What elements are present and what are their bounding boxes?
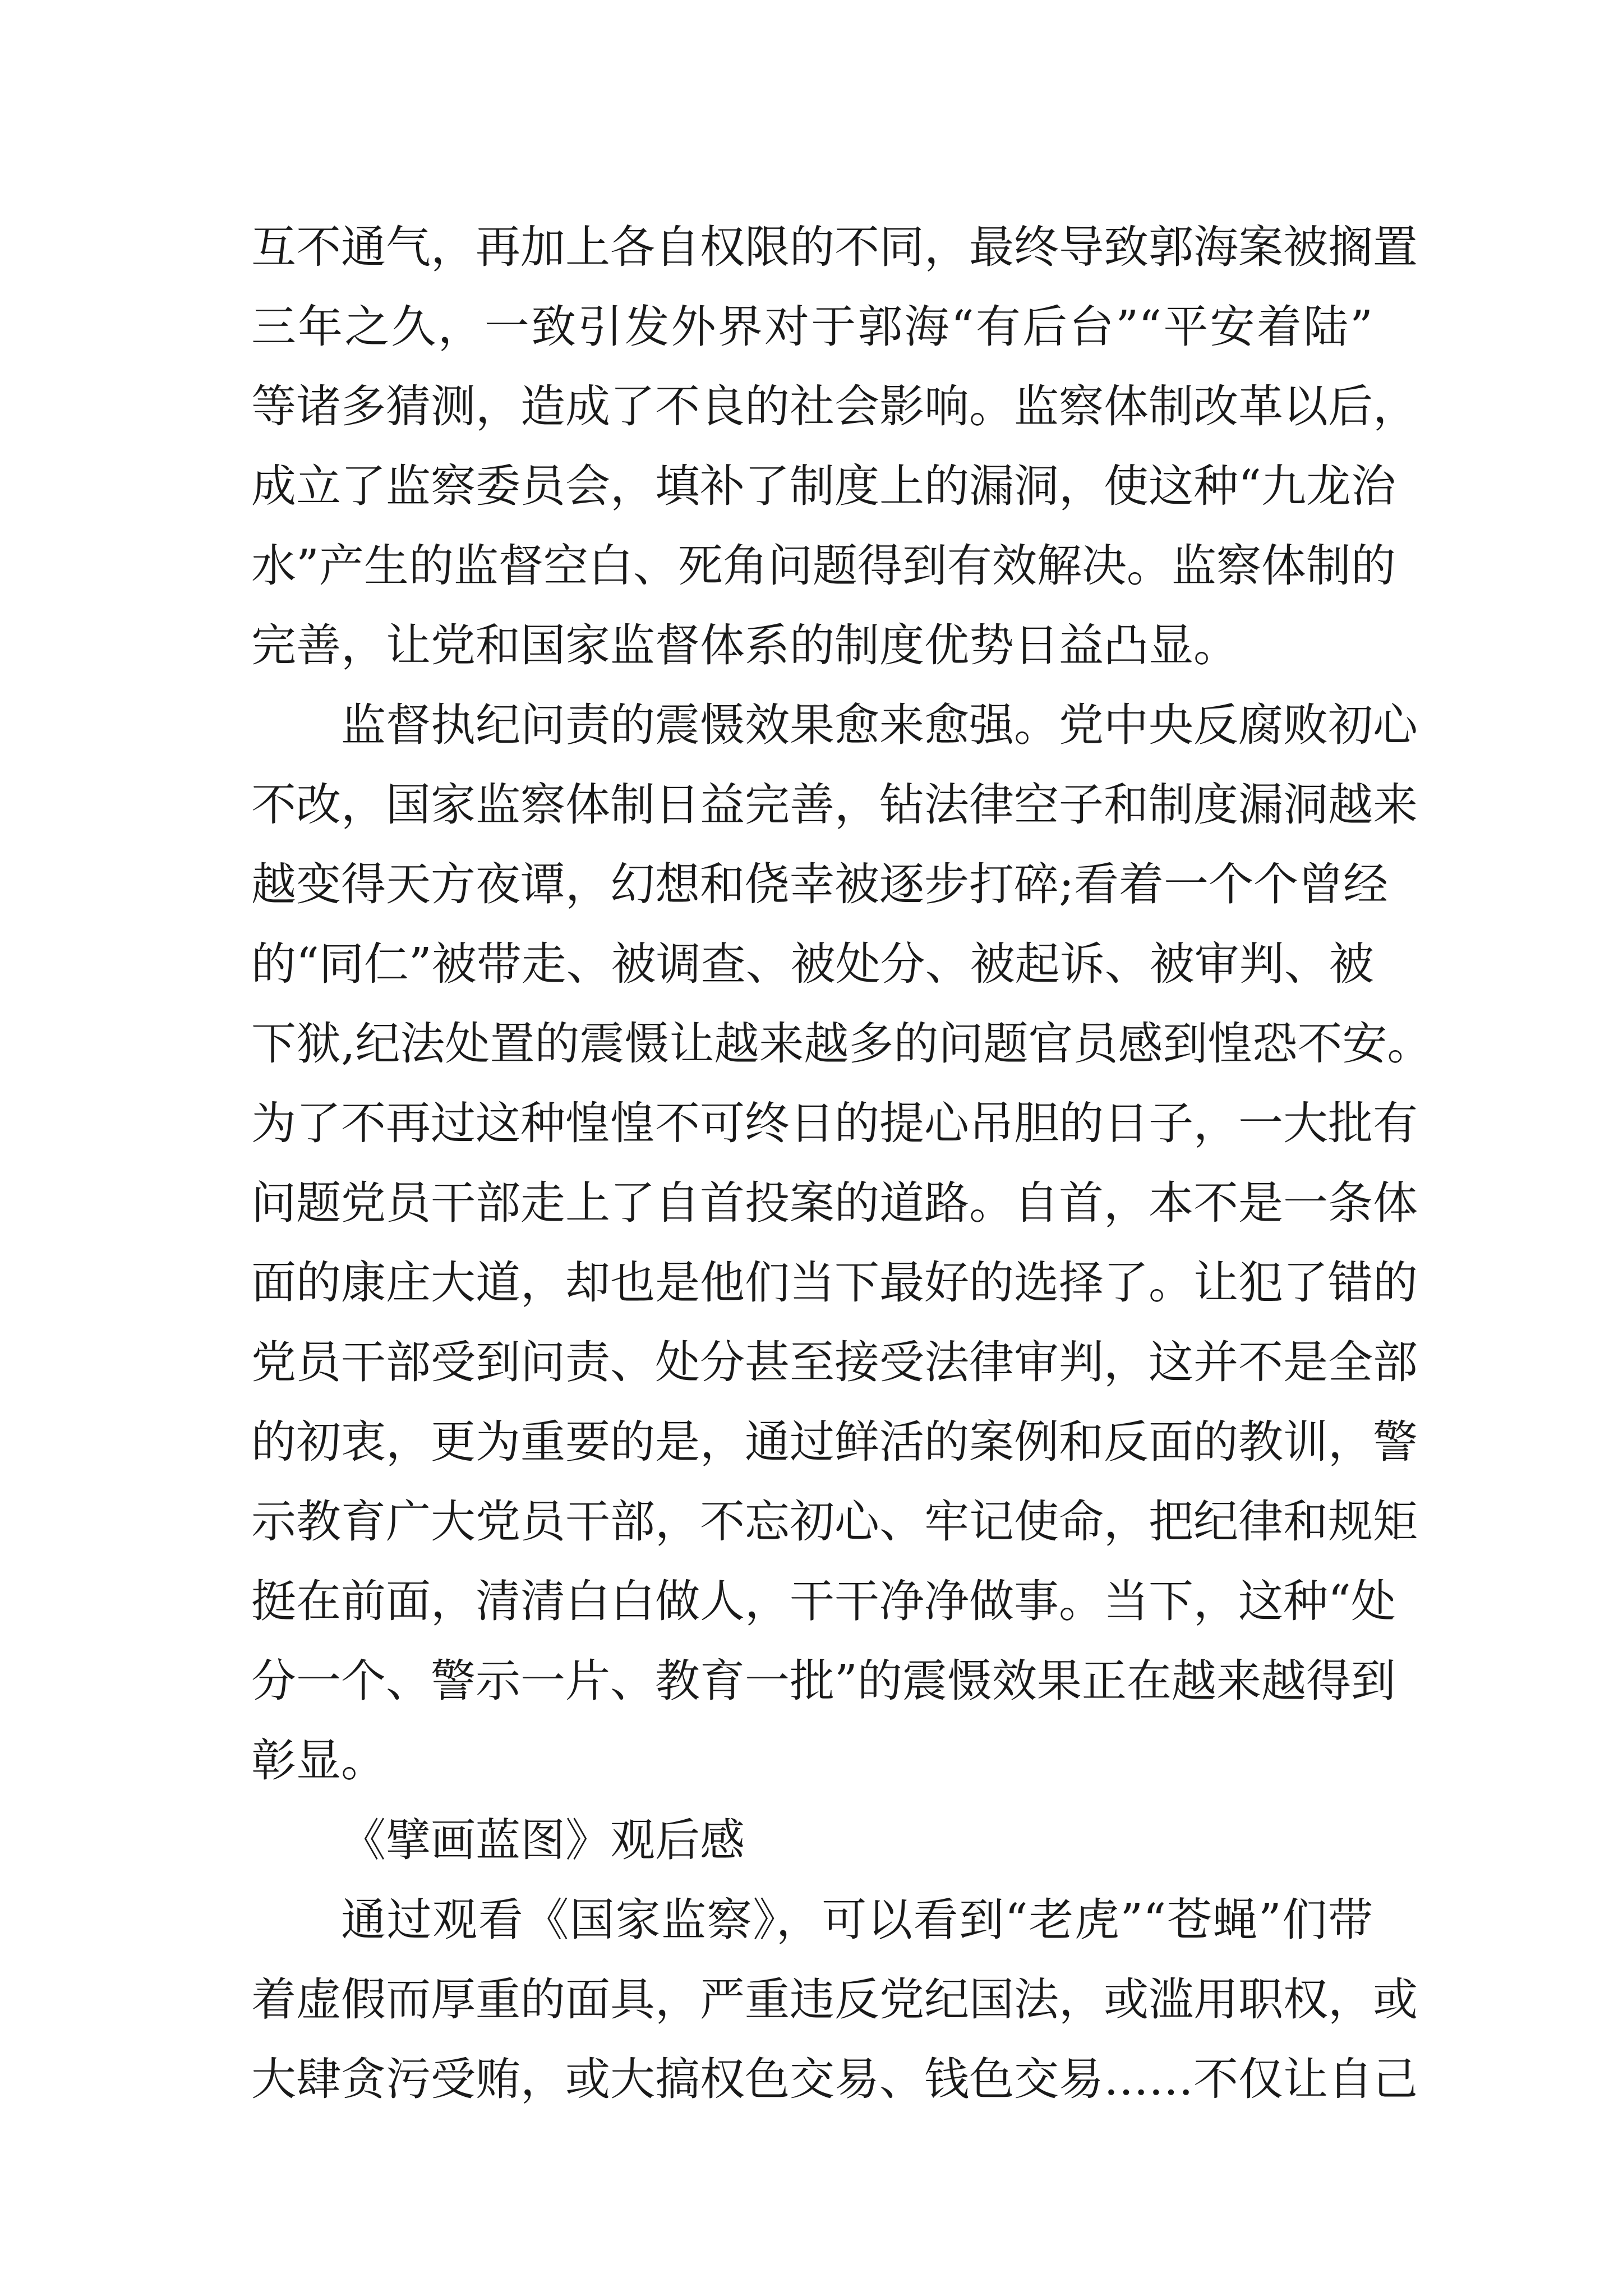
text-line: 示教育广大党员干部，不忘初心、牢记使命，把纪律和规矩	[251, 1496, 1418, 1548]
text-line: 互不通气，再加上各自权限的不同，最终导致郭海案被搁置	[251, 221, 1418, 273]
text-line: 水”产生的监督空白、死角问题得到有效解决。监察体制的	[251, 540, 1396, 592]
text-line: 监督执纪问责的震慑效果愈来愈强。党中央反腐败初心	[341, 699, 1418, 751]
text-line: 通过观看《国家监察》，可以看到“老虎”“苍蝇”们带	[341, 1894, 1373, 1946]
text-line: 大肆贪污受贿，或大搞权色交易、钱色交易……不仅让自己	[251, 2053, 1418, 2105]
text-line: 的“同仁”被带走、被调查、被处分、被起诉、被审判、被	[251, 938, 1374, 990]
text-line: 完善，让党和国家监督体系的制度优势日益凸显。	[251, 619, 1238, 671]
text-line: 挺在前面，清清白白做人，干干净净做事。当下，这种“处	[251, 1575, 1396, 1627]
text-line: 分一个、警示一片、教育一批”的震慑效果正在越来越得到	[251, 1655, 1396, 1707]
section-title: 《擘画蓝图》观后感	[341, 1814, 745, 1866]
text-line: 下狱,纪法处置的震慑让越来越多的问题官员感到惶恐不安。	[251, 1018, 1432, 1070]
text-line: 为了不再过这种惶惶不可终日的提心吊胆的日子，一大批有	[251, 1097, 1418, 1149]
text-line: 三年之久，一致引发外界对于郭海“有后台”“平安着陆”	[251, 301, 1373, 353]
text-line: 问题党员干部走上了自首投案的道路。自首，本不是一条体	[251, 1177, 1418, 1229]
text-line: 党员干部受到问责、处分甚至接受法律审判，这并不是全部	[251, 1336, 1418, 1388]
document-body	[251, 208, 1432, 2119]
text-line: 的初衷，更为重要的是，通过鲜活的案例和反面的教训，警	[251, 1416, 1418, 1468]
text-line: 成立了监察委员会，填补了制度上的漏洞，使这种“九龙治	[251, 460, 1396, 512]
text-line: 越变得天方夜谭，幻想和侥幸被逐步打碎;看着一个个曾经	[251, 858, 1388, 910]
text-line: 不改，国家监察体制日益完善，钻法律空子和制度漏洞越来	[251, 779, 1418, 831]
text-line: 着虚假而厚重的面具，严重违反党纪国法，或滥用职权，或	[251, 1973, 1418, 2026]
text-line: 彰显。	[251, 1734, 386, 1787]
text-line: 等诸多猜测，造成了不良的社会影响。监察体制改革以后，	[251, 380, 1418, 432]
text-line: 面的康庄大道，却也是他们当下最好的选择了。让犯了错的	[251, 1257, 1418, 1309]
